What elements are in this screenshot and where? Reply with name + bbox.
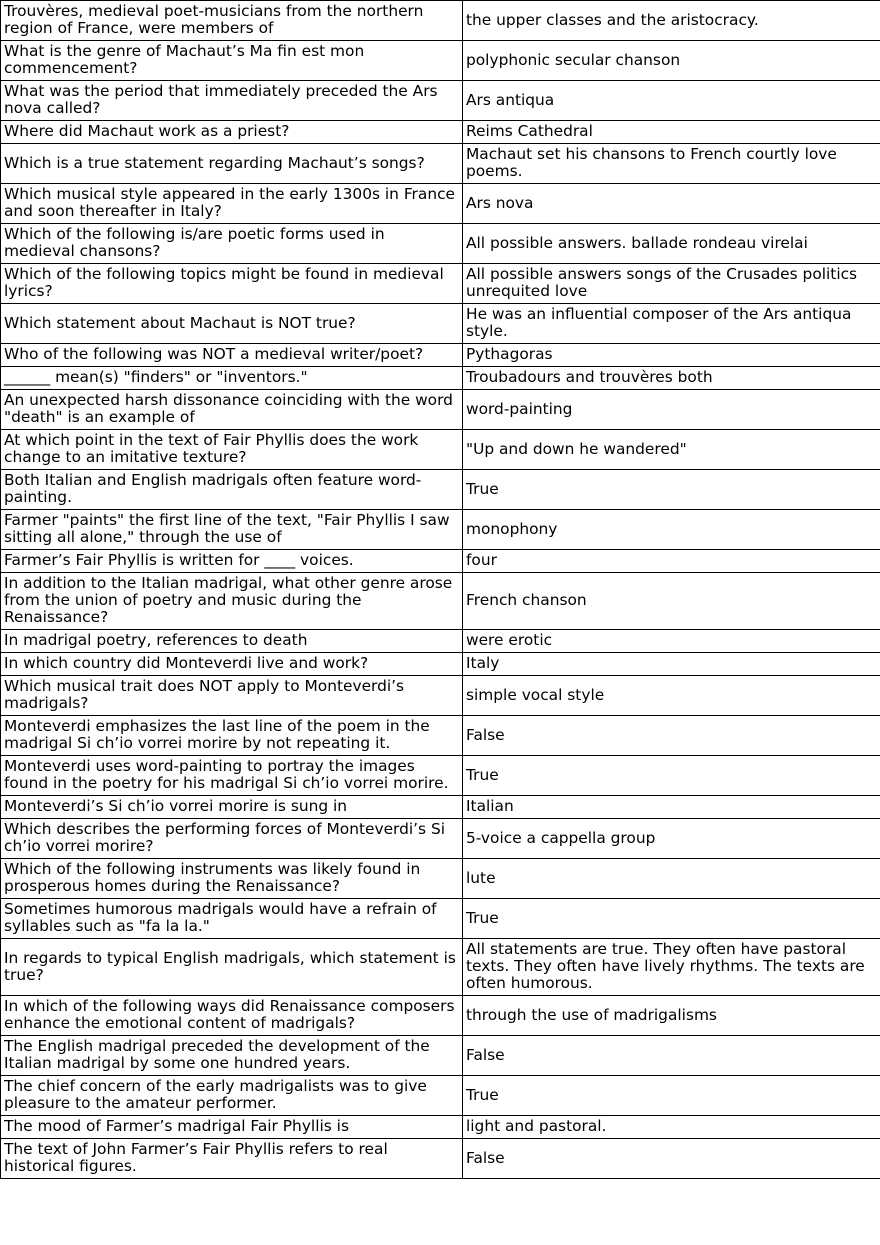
answer-cell: True [463, 470, 880, 510]
table-row [1, 796, 880, 819]
table-row [1, 550, 880, 573]
answer-cell: All statements are true. They often have pastoral texts. They often have lively rhythms. The texts are often humorous. [463, 939, 880, 996]
answer-cell: False [463, 1036, 880, 1076]
answer-cell: Ars antiqua [463, 81, 880, 121]
table-row [1, 1036, 880, 1076]
answer-cell: simple vocal style [463, 676, 880, 716]
question-cell: Monteverdi emphasizes the last line of the poem in the madrigal Si ch’io vorrei morire by not repeating it. [1, 716, 463, 756]
question-cell: Sometimes humorous madrigals would have a refrain of syllables such as "fa la la." [1, 899, 463, 939]
question-cell: Farmer’s Fair Phyllis is written for ____ voices. [1, 550, 463, 573]
question-cell: Which musical style appeared in the early 1300s in France and soon thereafter in Italy? [1, 184, 463, 224]
answer-cell: monophony [463, 510, 880, 550]
table-row [1, 939, 880, 996]
table-row [1, 304, 880, 344]
answer-cell: All possible answers. ballade rondeau virelai [463, 224, 880, 264]
question-cell: In which of the following ways did Renaissance composers enhance the emotional content of madrigals? [1, 996, 463, 1036]
answer-cell: Troubadours and trouvères both [463, 367, 880, 390]
table-row [1, 573, 880, 630]
question-cell: Which is a true statement regarding Machaut’s songs? [1, 144, 463, 184]
answer-cell: Pythagoras [463, 344, 880, 367]
answer-cell: True [463, 1076, 880, 1116]
question-cell: Farmer "paints" the first line of the text, "Fair Phyllis I saw sitting all alone," through the use of [1, 510, 463, 550]
table-row [1, 470, 880, 510]
question-cell: In madrigal poetry, references to death [1, 630, 463, 653]
table-row [1, 676, 880, 716]
table-row [1, 344, 880, 367]
question-cell: Which musical trait does NOT apply to Monteverdi’s madrigals? [1, 676, 463, 716]
table-row [1, 144, 880, 184]
answer-cell: French chanson [463, 573, 880, 630]
table-row [1, 1116, 880, 1139]
question-cell: What is the genre of Machaut’s Ma fin est mon commencement? [1, 41, 463, 81]
table-row [1, 1139, 880, 1179]
question-cell: The chief concern of the early madrigalists was to give pleasure to the amateur performer. [1, 1076, 463, 1116]
answer-cell: Ars nova [463, 184, 880, 224]
table-row [1, 81, 880, 121]
answer-cell: polyphonic secular chanson [463, 41, 880, 81]
question-cell: Where did Machaut work as a priest? [1, 121, 463, 144]
question-cell: In addition to the Italian madrigal, what other genre arose from the union of poetry and music during the Renaissance? [1, 573, 463, 630]
question-cell: Both Italian and English madrigals often feature word-painting. [1, 470, 463, 510]
answer-cell: Machaut set his chansons to French courtly love poems. [463, 144, 880, 184]
answer-cell: He was an influential composer of the Ars antiqua style. [463, 304, 880, 344]
table-row [1, 367, 880, 390]
answer-cell: the upper classes and the aristocracy. [463, 1, 880, 41]
question-cell: What was the period that immediately preceded the Ars nova called? [1, 81, 463, 121]
question-cell: Monteverdi’s Si ch’io vorrei morire is sung in [1, 796, 463, 819]
table-row [1, 1, 880, 41]
question-cell: In regards to typical English madrigals, which statement is true? [1, 939, 463, 996]
table-body [1, 1, 880, 1179]
table-row [1, 264, 880, 304]
question-cell: The text of John Farmer’s Fair Phyllis refers to real historical figures. [1, 1139, 463, 1179]
answer-cell: light and pastoral. [463, 1116, 880, 1139]
answer-cell: True [463, 899, 880, 939]
question-cell: Who of the following was NOT a medieval writer/poet? [1, 344, 463, 367]
answer-cell: All possible answers songs of the Crusades politics unrequited love [463, 264, 880, 304]
table-row [1, 756, 880, 796]
table-row [1, 716, 880, 756]
question-cell: Monteverdi uses word-painting to portray the images found in the poetry for his madrigal Si ch’io vorrei morire. [1, 756, 463, 796]
table-row [1, 224, 880, 264]
question-cell: In which country did Monteverdi live and work? [1, 653, 463, 676]
question-cell: ______ mean(s) "finders" or "inventors." [1, 367, 463, 390]
table-row [1, 859, 880, 899]
table-row [1, 510, 880, 550]
question-cell: Which of the following instruments was likely found in prosperous homes during the Renaissance? [1, 859, 463, 899]
table-row [1, 184, 880, 224]
answer-cell: word-painting [463, 390, 880, 430]
table-row [1, 121, 880, 144]
answer-cell: were erotic [463, 630, 880, 653]
table-row [1, 1076, 880, 1116]
table-row [1, 41, 880, 81]
answer-cell: lute [463, 859, 880, 899]
table-row [1, 390, 880, 430]
answer-cell: Reims Cathedral [463, 121, 880, 144]
table-row [1, 653, 880, 676]
answer-cell: False [463, 716, 880, 756]
answer-cell: "Up and down he wandered" [463, 430, 880, 470]
question-cell: The mood of Farmer’s madrigal Fair Phyllis is [1, 1116, 463, 1139]
question-cell: Which of the following topics might be found in medieval lyrics? [1, 264, 463, 304]
question-cell: An unexpected harsh dissonance coinciding with the word "death" is an example of [1, 390, 463, 430]
answer-cell: Italy [463, 653, 880, 676]
answer-cell: 5-voice a cappella group [463, 819, 880, 859]
table-row [1, 819, 880, 859]
answer-cell: False [463, 1139, 880, 1179]
answer-cell: True [463, 756, 880, 796]
answer-cell: Italian [463, 796, 880, 819]
question-cell: Which of the following is/are poetic forms used in medieval chansons? [1, 224, 463, 264]
table-row [1, 430, 880, 470]
question-cell: Trouvères, medieval poet-musicians from the northern region of France, were members of [1, 1, 463, 41]
question-cell: Which statement about Machaut is NOT true? [1, 304, 463, 344]
answer-cell: four [463, 550, 880, 573]
question-cell: The English madrigal preceded the development of the Italian madrigal by some one hundred years. [1, 1036, 463, 1076]
table-row [1, 899, 880, 939]
answer-cell: through the use of madrigalisms [463, 996, 880, 1036]
table-row [1, 996, 880, 1036]
table-row [1, 630, 880, 653]
question-cell: Which describes the performing forces of Monteverdi’s Si ch’io vorrei morire? [1, 819, 463, 859]
question-cell: At which point in the text of Fair Phyllis does the work change to an imitative texture? [1, 430, 463, 470]
